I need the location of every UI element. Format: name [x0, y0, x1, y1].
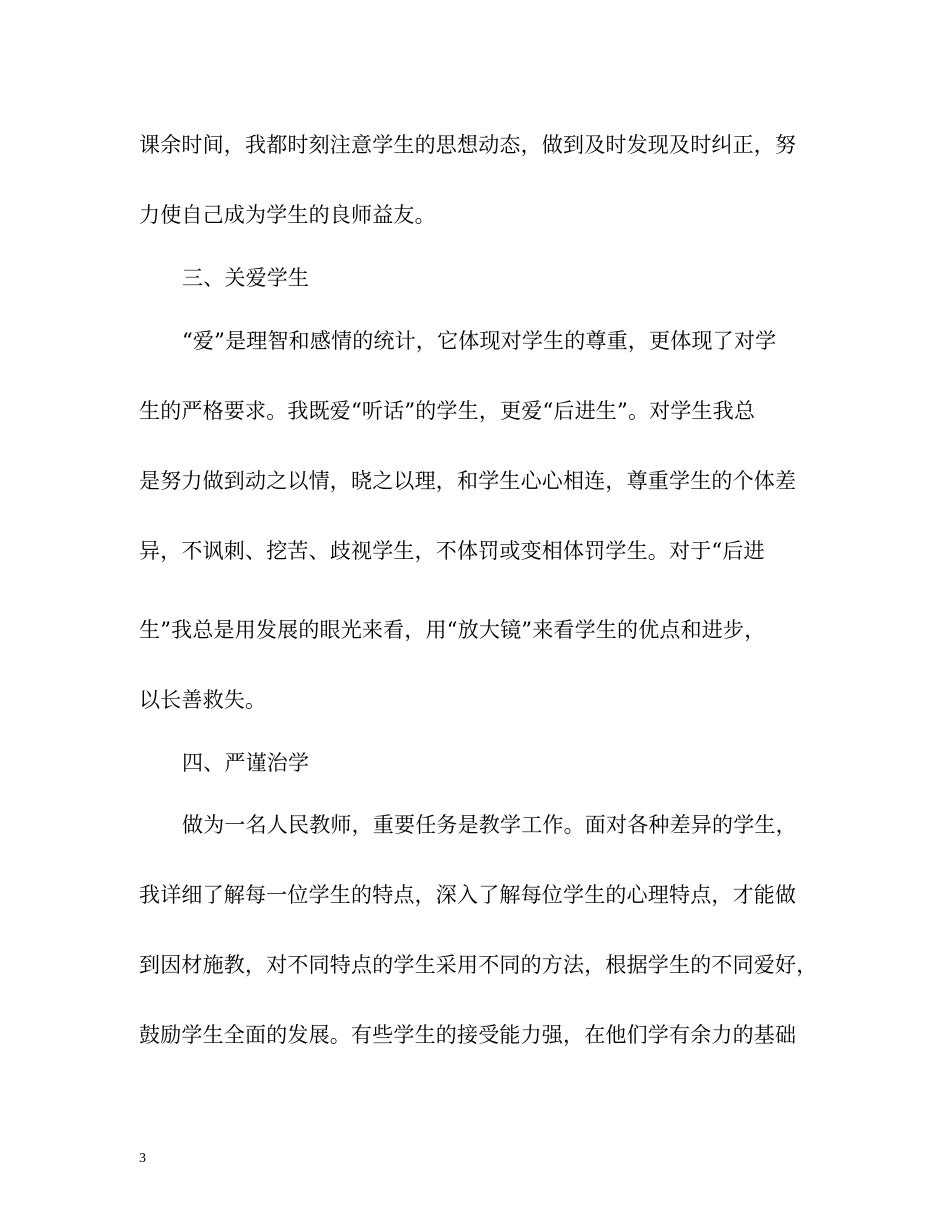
- text-line-11: 做为一名人民教师，重要任务是教学工作。面对各种差异的学生，: [182, 813, 797, 837]
- section-heading-4: 四、严谨治学: [182, 751, 310, 775]
- text-line-6: 是努力做到动之以情，晓之以理，和学生心心相连，尊重学生的个体差: [139, 469, 797, 493]
- text-line-14: 鼓励学生全面的发展。有些学生的接受能力强，在他们学有余力的基础: [139, 1023, 797, 1047]
- page-number: 3: [139, 1151, 146, 1166]
- text-line-2: 力使自己成为学生的良师益友。: [139, 203, 436, 227]
- section-heading-3: 三、关爱学生: [182, 266, 310, 290]
- text-line-12: 我详细了解每一位学生的特点，深入了解每位学生的心理特点，才能做: [139, 883, 797, 907]
- text-line-5: 生的严格要求。我既爱“听话”的学生，更爱“后进生”。对学生我总: [139, 399, 756, 423]
- text-line-8: 生”我总是用发展的眼光来看，用“放大镜”来看学生的优点和进步，: [139, 618, 766, 642]
- text-line-4: “爱”是理智和感情的统计，它体现对学生的尊重，更体现了对学: [182, 329, 777, 353]
- text-line-7: 异，不讽刺、挖苦、歧视学生，不体罚或变相体罚学生。对于“后进: [139, 539, 765, 563]
- text-line-13: 到因材施教，对不同特点的学生采用不同的方法，根据学生的不同爱好，: [139, 953, 818, 977]
- text-line-1: 课余时间，我都时刻注意学生的思想动态，做到及时发现及时纠正，努: [139, 133, 797, 157]
- text-line-9: 以长善救失。: [139, 688, 267, 712]
